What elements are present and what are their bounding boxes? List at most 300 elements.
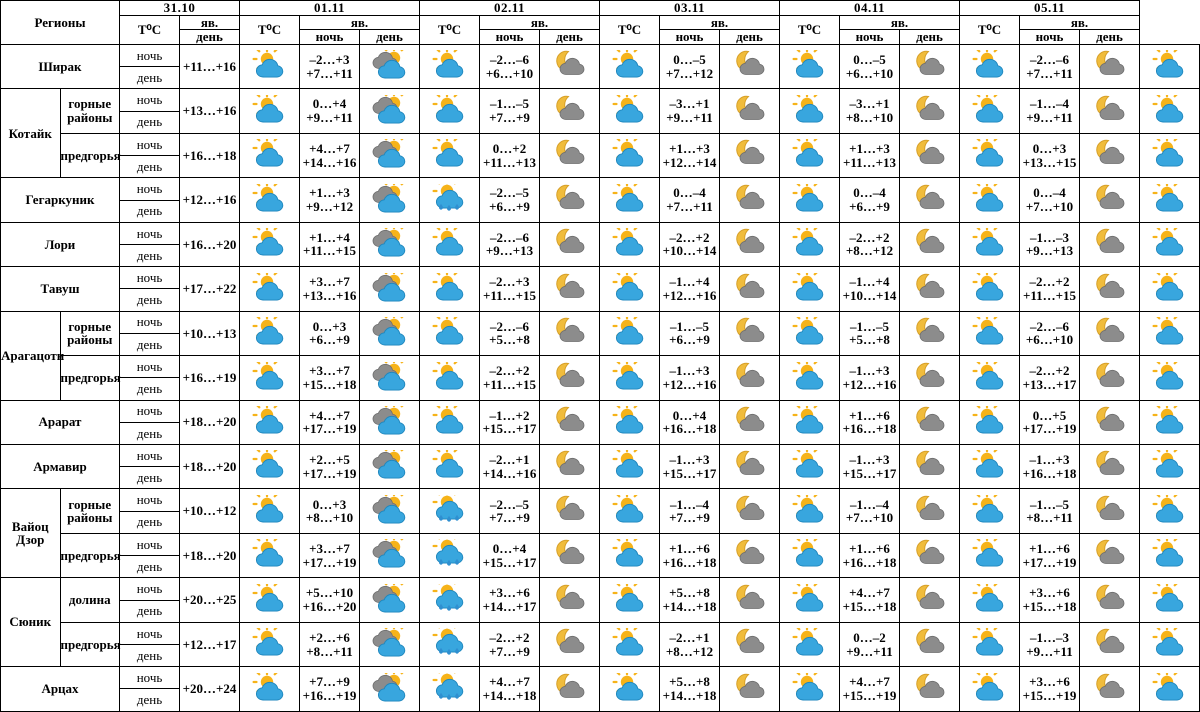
icon-cell-day <box>780 578 840 622</box>
night-label: ночь <box>120 578 180 600</box>
temp-cell: +1…+3 +9…+12 <box>300 178 360 222</box>
temp-cell: 0…–5 +6…+10 <box>840 44 900 88</box>
icon-cell-night <box>900 445 960 489</box>
date-header-5: 05.11 <box>960 1 1140 16</box>
table-row <box>1 222 1200 244</box>
weather-icon-moon-cloud <box>550 139 590 169</box>
weather-icon-cloud-rain-sun <box>370 139 410 169</box>
temp-cell: +16…+18 <box>180 133 240 177</box>
weather-icon-sun-cloud <box>250 406 290 436</box>
icon-cell-day <box>1140 400 1200 444</box>
icon-cell-day <box>600 178 660 222</box>
subregion-label: предгорья <box>60 356 120 400</box>
icon-cell <box>240 533 300 577</box>
temp-cell: –1…–5 +7…+9 <box>480 89 540 133</box>
temp-cell: +16…+19 <box>180 356 240 400</box>
night-label: ночь <box>120 356 180 378</box>
weather-icon-sun-cloud <box>1150 139 1190 169</box>
weather-icon-sun-cloud <box>1150 450 1190 480</box>
icon-cell-day <box>600 311 660 355</box>
temp-cell: –2…+1 +14…+16 <box>480 445 540 489</box>
date-header-1: 01.11 <box>240 1 420 16</box>
temp-cell: +7…+9 +16…+19 <box>300 667 360 712</box>
weather-icon-sun-cloud <box>430 139 470 169</box>
weather-icon-sun-cloud <box>1150 628 1190 658</box>
temp-cell: –1…–3 +9…+11 <box>1020 622 1080 666</box>
temp-cell: +3…+7 +17…+19 <box>300 533 360 577</box>
weather-icon-sun-cloud <box>610 139 650 169</box>
weather-icon-moon-cloud <box>1090 673 1130 703</box>
weather-icon-sun-cloud <box>250 628 290 658</box>
weather-icon-moon-cloud <box>550 628 590 658</box>
temp-cell: 0…+4 +16…+18 <box>660 400 720 444</box>
temp-cell: +17…+22 <box>180 267 240 311</box>
subregion-label: предгорья <box>60 533 120 577</box>
weather-icon-sun-cloud <box>1150 362 1190 392</box>
temp-cell: +4…+7 +15…+18 <box>840 578 900 622</box>
weather-icon-moon-cloud <box>730 628 770 658</box>
icon-cell-day <box>420 489 480 533</box>
table-row <box>1 622 1200 644</box>
region-label: Сюник <box>1 578 61 667</box>
weather-icon-sun-cloud <box>610 584 650 614</box>
icon-cell-day <box>420 133 480 177</box>
temp-cell: +3…+7 +15…+18 <box>300 356 360 400</box>
icon-cell-night <box>540 222 600 266</box>
weather-icon-moon-cloud <box>730 95 770 125</box>
weather-icon-sun-cloud <box>970 362 1010 392</box>
icon-cell <box>240 445 300 489</box>
icon-cell-night <box>900 311 960 355</box>
weather-icon-sun-cloud <box>970 495 1010 525</box>
night-header-2: ночь <box>480 30 540 45</box>
temp-cell: +11…+16 <box>180 44 240 88</box>
temp-cell: +18…+20 <box>180 400 240 444</box>
icon-cell-day <box>1140 44 1200 88</box>
weather-icon-moon-cloud <box>550 450 590 480</box>
icon-cell-day <box>960 89 1020 133</box>
icon-cell-night <box>900 667 960 712</box>
temp-cell: 0…+5 +17…+19 <box>1020 400 1080 444</box>
weather-icon-moon-cloud <box>730 406 770 436</box>
temp-cell: –2…–5 +7…+9 <box>480 489 540 533</box>
icon-cell-night <box>540 356 600 400</box>
night-label: ночь <box>120 133 180 155</box>
night-label: ночь <box>120 445 180 467</box>
weather-icon-sun-cloud <box>610 539 650 569</box>
table-row <box>1 89 1200 111</box>
weather-icon-sun-cloud <box>250 673 290 703</box>
subregion-label: горные районы <box>60 89 120 133</box>
date-header-4: 04.11 <box>780 1 960 16</box>
day-label: день <box>120 200 180 222</box>
temp-cell: –2…–6 +6…+10 <box>1020 311 1080 355</box>
table-row <box>1 445 1200 467</box>
icon-cell-day <box>600 44 660 88</box>
region-label: Арагацотн <box>1 311 61 400</box>
temp-cell: +20…+24 <box>180 667 240 712</box>
icon-cell-night <box>360 489 420 533</box>
day-label: день <box>120 111 180 133</box>
temp-cell: +5…+10 +16…+20 <box>300 578 360 622</box>
weather-icon-sun-cloud <box>970 673 1010 703</box>
weather-icon-moon-cloud <box>730 273 770 303</box>
weather-icon-sun-cloud <box>970 50 1010 80</box>
weather-icon-moon-cloud <box>1090 95 1130 125</box>
icon-cell-night <box>360 222 420 266</box>
icon-cell-day <box>1140 533 1200 577</box>
weather-icon-sun-cloud <box>250 362 290 392</box>
icon-cell-day <box>1140 222 1200 266</box>
weather-icon-sun-cloud <box>1150 184 1190 214</box>
night-header-5: ночь <box>1020 30 1080 45</box>
weather-icon-sun-cloud <box>790 584 830 614</box>
header-row-groups <box>1 15 1200 30</box>
phenomena-header-5: яв. <box>1020 15 1140 30</box>
weather-icon-sun-cloud <box>970 184 1010 214</box>
weather-icon-sun-cloud <box>610 362 650 392</box>
icon-cell-night <box>360 445 420 489</box>
region-label: Котайк <box>1 89 61 178</box>
icon-cell-day <box>420 400 480 444</box>
icon-cell-day <box>1140 267 1200 311</box>
icon-cell-night <box>720 578 780 622</box>
icon-cell-night <box>540 44 600 88</box>
weather-icon-sun-cloud <box>610 317 650 347</box>
temp-cell: 0…+4 +15…+17 <box>480 533 540 577</box>
icon-cell-night <box>540 267 600 311</box>
temp-cell: +1…+6 +16…+18 <box>840 533 900 577</box>
icon-cell-night <box>360 44 420 88</box>
weather-icon-moon-cloud <box>550 362 590 392</box>
date-header-0: 31.10 <box>120 1 240 16</box>
weather-icon-sun-cloud <box>430 273 470 303</box>
temp-cell: +1…+3 +11…+13 <box>840 133 900 177</box>
icon-cell-day <box>1140 667 1200 712</box>
icon-cell-night <box>360 267 420 311</box>
day-label: день <box>120 156 180 178</box>
icon-cell-night <box>900 222 960 266</box>
table-row <box>1 178 1200 200</box>
temp-cell: +1…+4 +11…+15 <box>300 222 360 266</box>
icon-cell-day <box>1140 133 1200 177</box>
icon-cell-night <box>900 178 960 222</box>
table-row <box>1 356 1200 378</box>
day-header-3: день <box>720 30 780 45</box>
icon-cell-day <box>420 89 480 133</box>
weather-icon-sun-cloud <box>970 228 1010 258</box>
day-header-1: день <box>360 30 420 45</box>
icon-cell-day <box>1140 311 1200 355</box>
temp-cell: +2…+5 +17…+19 <box>300 445 360 489</box>
icon-cell-night <box>720 178 780 222</box>
day-label: день <box>120 689 180 712</box>
icon-cell-night <box>540 622 600 666</box>
weather-icon-sun-cloud <box>610 50 650 80</box>
night-label: ночь <box>120 89 180 111</box>
phenomena-header-0: яв. <box>180 15 240 30</box>
temp-cell: –1…+2 +15…+17 <box>480 400 540 444</box>
table-header <box>1 1 1200 45</box>
temp-cell: –2…–6 +6…+10 <box>480 44 540 88</box>
header-row-dates <box>1 1 1200 16</box>
icon-cell-day <box>1140 89 1200 133</box>
weather-icon-sun-cloud <box>790 95 830 125</box>
weather-icon-sun-cloud <box>610 184 650 214</box>
weather-icon-moon-cloud <box>550 50 590 80</box>
temp-cell: –3…+1 +8…+10 <box>840 89 900 133</box>
temp-cell: +18…+20 <box>180 445 240 489</box>
day-label: день <box>120 333 180 355</box>
weather-icon-moon-cloud <box>1090 273 1130 303</box>
table-row <box>1 533 1200 555</box>
day-label: день <box>120 645 180 667</box>
weather-icon-moon-cloud <box>730 50 770 80</box>
temp-cell: –1…–5 +5…+8 <box>840 311 900 355</box>
weather-icon-sun-cloud <box>430 317 470 347</box>
day-label: день <box>120 289 180 311</box>
icon-cell-day <box>600 89 660 133</box>
weather-icon-sun-cloud <box>250 317 290 347</box>
weather-icon-cloud-rain-sun <box>370 584 410 614</box>
temp-cell: –1…+3 +16…+18 <box>1020 445 1080 489</box>
icon-cell-night <box>1080 44 1140 88</box>
day-label: день <box>120 67 180 89</box>
icon-cell-day <box>960 667 1020 712</box>
icon-cell-day <box>780 533 840 577</box>
weather-icon-cloud-rain-sun <box>370 95 410 125</box>
weather-icon-cloud-rain-sun <box>370 362 410 392</box>
temp-cell: –2…+2 +7…+9 <box>480 622 540 666</box>
icon-cell-day <box>960 356 1020 400</box>
icon-cell-night <box>1080 578 1140 622</box>
icon-cell-day <box>960 178 1020 222</box>
weather-icon-sun-rain <box>430 584 470 614</box>
temp-cell: –1…–4 +7…+10 <box>840 489 900 533</box>
icon-cell-day <box>420 445 480 489</box>
icon-cell-day <box>780 400 840 444</box>
icon-cell-night <box>1080 178 1140 222</box>
icon-cell-night <box>360 667 420 712</box>
temp-cell: –1…–5 +8…+11 <box>1020 489 1080 533</box>
icon-cell <box>240 356 300 400</box>
temp-cell: 0…+3 +6…+9 <box>300 311 360 355</box>
weather-icon-moon-cloud <box>910 184 950 214</box>
weather-icon-moon-cloud <box>550 184 590 214</box>
icon-cell-day <box>1140 622 1200 666</box>
temp-header-2: T⁰C <box>420 15 480 44</box>
icon-cell-day <box>960 44 1020 88</box>
weather-icon-sun-cloud <box>970 95 1010 125</box>
weather-icon-moon-cloud <box>550 406 590 436</box>
icon-cell-night <box>720 489 780 533</box>
temp-cell: –2…+3 +7…+11 <box>300 44 360 88</box>
icon-cell-day <box>960 533 1020 577</box>
night-label: ночь <box>120 311 180 333</box>
temp-cell: +3…+7 +13…+16 <box>300 267 360 311</box>
temp-cell: –1…–3 +9…+13 <box>1020 222 1080 266</box>
icon-cell <box>240 622 300 666</box>
temp-header-0: T⁰C <box>120 15 180 44</box>
icon-cell-day <box>780 667 840 712</box>
icon-cell-night <box>1080 267 1140 311</box>
icon-cell-day <box>420 578 480 622</box>
weather-icon-moon-cloud <box>730 584 770 614</box>
icon-cell-night <box>900 400 960 444</box>
icon-cell <box>240 89 300 133</box>
weather-icon-moon-cloud <box>1090 362 1130 392</box>
weather-icon-moon-cloud <box>550 495 590 525</box>
weather-icon-sun-cloud <box>790 317 830 347</box>
temp-header-3: T⁰C <box>600 15 660 44</box>
temp-cell: –1…+4 +10…+14 <box>840 267 900 311</box>
icon-cell-day <box>600 533 660 577</box>
icon-cell-day <box>780 445 840 489</box>
weather-icon-sun-cloud <box>430 450 470 480</box>
temp-cell: +4…+7 +14…+18 <box>480 667 540 712</box>
weather-icon-sun-cloud <box>430 50 470 80</box>
weather-icon-sun-cloud <box>1150 273 1190 303</box>
region-label: Лори <box>1 222 120 266</box>
weather-icon-sun-cloud <box>970 139 1010 169</box>
weather-icon-moon-cloud <box>730 495 770 525</box>
temp-cell: +3…+6 +15…+18 <box>1020 578 1080 622</box>
icon-cell-day <box>600 622 660 666</box>
weather-icon-moon-cloud <box>910 139 950 169</box>
temp-cell: –2…+2 +10…+14 <box>660 222 720 266</box>
icon-cell-day <box>600 489 660 533</box>
icon-cell-night <box>1080 400 1140 444</box>
icon-cell-day <box>780 222 840 266</box>
weather-icon-moon-cloud <box>910 50 950 80</box>
icon-cell-day <box>600 667 660 712</box>
weather-icon-cloud-rain-sun <box>370 539 410 569</box>
day-header-4: день <box>900 30 960 45</box>
day-header-2: день <box>540 30 600 45</box>
icon-cell-night <box>360 400 420 444</box>
weather-icon-sun-rain <box>430 539 470 569</box>
icon-cell-day <box>600 445 660 489</box>
icon-cell <box>240 133 300 177</box>
weather-icon-moon-cloud <box>1090 50 1130 80</box>
temp-cell: 0…+2 +11…+13 <box>480 133 540 177</box>
icon-cell-day <box>420 356 480 400</box>
weather-icon-moon-cloud <box>1090 584 1130 614</box>
icon-cell-night <box>360 311 420 355</box>
temp-cell: +20…+25 <box>180 578 240 622</box>
icon-cell-day <box>960 445 1020 489</box>
weather-icon-sun-cloud <box>250 539 290 569</box>
icon-cell-day <box>420 622 480 666</box>
regions-title: Регионы <box>1 1 120 45</box>
weather-icon-sun-cloud <box>790 362 830 392</box>
weather-icon-sun-cloud <box>790 539 830 569</box>
weather-icon-sun-cloud <box>250 495 290 525</box>
icon-cell-night <box>540 533 600 577</box>
icon-cell-night <box>540 489 600 533</box>
weather-icon-moon-cloud <box>730 673 770 703</box>
night-label: ночь <box>120 222 180 244</box>
temp-header-5: T⁰C <box>960 15 1020 44</box>
icon-cell-day <box>960 578 1020 622</box>
temp-cell: +4…+7 +15…+19 <box>840 667 900 712</box>
weather-icon-sun-cloud <box>1150 95 1190 125</box>
weather-icon-moon-cloud <box>550 539 590 569</box>
icon-cell-night <box>1080 667 1140 712</box>
night-label: ночь <box>120 178 180 200</box>
weather-icon-cloud-rain-sun <box>370 317 410 347</box>
night-header-3: ночь <box>660 30 720 45</box>
icon-cell-night <box>900 533 960 577</box>
weather-icon-sun-cloud <box>250 584 290 614</box>
temp-cell: –2…+2 +11…+15 <box>480 356 540 400</box>
temp-cell: +4…+7 +14…+16 <box>300 133 360 177</box>
night-label: ночь <box>120 533 180 555</box>
temp-cell: 0…–4 +7…+10 <box>1020 178 1080 222</box>
icon-cell-night <box>1080 222 1140 266</box>
weather-icon-sun-cloud <box>790 273 830 303</box>
region-label: Вайоц Дзор <box>1 489 61 578</box>
icon-cell-night <box>1080 533 1140 577</box>
weather-icon-sun-cloud <box>790 139 830 169</box>
weather-icon-sun-cloud <box>250 184 290 214</box>
icon-cell <box>240 44 300 88</box>
icon-cell-night <box>720 356 780 400</box>
region-label: Тавуш <box>1 267 120 311</box>
date-header-3: 03.11 <box>600 1 780 16</box>
night-label: ночь <box>120 622 180 644</box>
weather-icon-cloud-rain-sun <box>370 50 410 80</box>
icon-cell <box>240 400 300 444</box>
weather-icon-cloud-rain-sun <box>370 273 410 303</box>
temp-cell: –1…+4 +12…+16 <box>660 267 720 311</box>
icon-cell-night <box>540 311 600 355</box>
icon-cell-night <box>360 533 420 577</box>
weather-icon-sun-cloud <box>250 273 290 303</box>
icon-cell-night <box>720 222 780 266</box>
temp-cell: –2…–6 +5…+8 <box>480 311 540 355</box>
icon-cell-night <box>720 400 780 444</box>
icon-cell-night <box>360 133 420 177</box>
icon-cell-day <box>420 533 480 577</box>
temp-cell: +1…+3 +12…+14 <box>660 133 720 177</box>
icon-cell-day <box>960 267 1020 311</box>
day-label: день <box>120 511 180 533</box>
weather-icon-cloud-rain-sun <box>370 495 410 525</box>
table-row <box>1 44 1200 66</box>
icon-cell-night <box>540 445 600 489</box>
icon-cell-night <box>720 622 780 666</box>
icon-cell-day <box>780 311 840 355</box>
weather-icon-moon-cloud <box>550 317 590 347</box>
weather-icon-sun-rain <box>430 673 470 703</box>
icon-cell-day <box>1140 578 1200 622</box>
weather-icon-moon-cloud <box>910 406 950 436</box>
weather-icon-moon-cloud <box>730 139 770 169</box>
weather-icon-sun-cloud <box>790 450 830 480</box>
icon-cell-night <box>720 133 780 177</box>
weather-icon-sun-cloud <box>610 450 650 480</box>
weather-icon-sun-cloud <box>610 95 650 125</box>
night-label: ночь <box>120 400 180 422</box>
weather-icon-cloud-rain-sun <box>370 450 410 480</box>
weather-icon-sun-cloud <box>250 450 290 480</box>
temp-cell: +13…+16 <box>180 89 240 133</box>
phenomena-header-4: яв. <box>840 15 960 30</box>
weather-icon-sun-cloud <box>790 184 830 214</box>
temp-cell: +18…+20 <box>180 533 240 577</box>
icon-cell-night <box>900 267 960 311</box>
